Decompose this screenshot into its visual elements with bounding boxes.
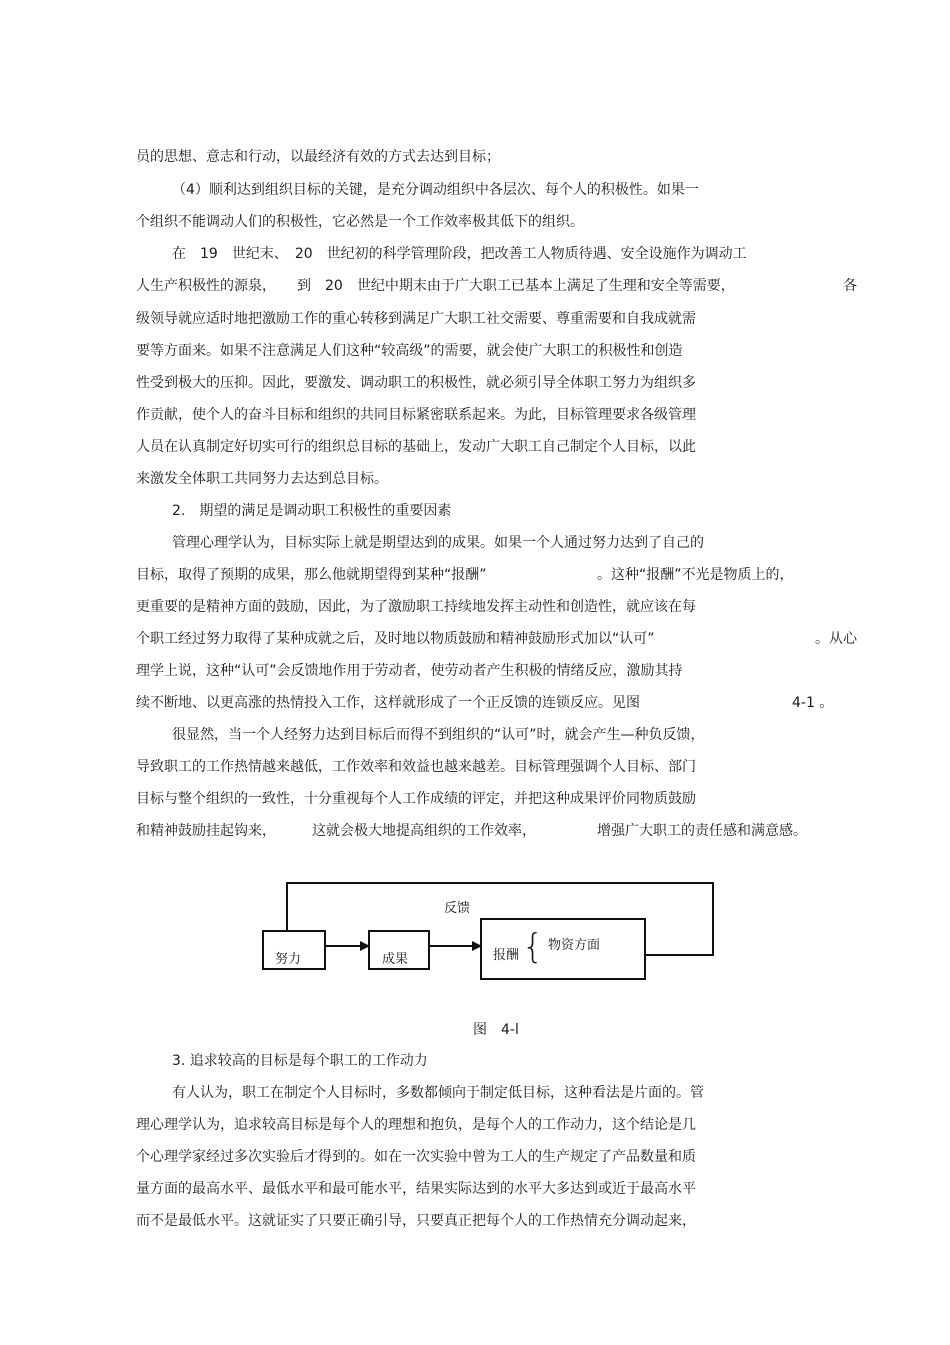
text-line-21-a: 和精神鼓励挂起钩来， — [136, 823, 276, 839]
text-line-20: 目标与整个组织的一致性，十分重视每个人工作成绩的评定，并把这种成果评价同物质鼓励 — [136, 791, 696, 807]
text-line-21-b: 这就会极大地提高组织的工作效率， — [312, 823, 536, 839]
text-line-22: 有人认为，职工在制定个人目标时，多数都倾向于制定低目标，这种看法是片面的。管 — [172, 1085, 704, 1101]
text-line-26: 而不是最低水平。这就证实了只要正确引导，只要真正把每个人的工作热情充分调动起来， — [136, 1213, 696, 1229]
feedback-label: 反馈 — [444, 901, 471, 916]
text-line-1: 员的思想、意志和行动，以最经济有效的方式去达到目标； — [136, 149, 500, 165]
text-line-4: 在 19 世纪末、 20 世纪初的科学管理阶段，把改善工人物质待遇、安全设施作为调动工 — [172, 246, 747, 262]
text-line-19: 导致职工的工作热情越来越低，工作效率和效益也越来越差。目标管理强调个人目标、部门 — [136, 759, 696, 775]
text-line-18: 很显然，当一个人经努力达到目标后而得不到组织的“认可”时，就会产生—种负反馈， — [172, 727, 705, 743]
text-line-5-tail: 各 — [843, 278, 857, 294]
effort-label: 努力 — [275, 952, 302, 967]
text-line-10: 人员在认真制定好切实可行的组织总目标的基础上，发动广大职工自己制定个人目标，以此 — [136, 439, 696, 455]
reward-label: 报酬 — [493, 948, 520, 963]
text-line-17-tail: 4-1 。 — [792, 695, 834, 711]
result-label: 成果 — [382, 952, 409, 967]
text-line-17: 续不断地、以更高涨的热情投入工作，这样就形成了一个正反馈的连锁反应。见图 — [136, 695, 640, 711]
section-heading-3: 3. 追求较高的目标是每个职工的工作动力 — [172, 1053, 428, 1069]
text-line-13: 目标，取得了预期的成果，那么他就期望得到某种“报酬” — [136, 567, 487, 583]
text-line-7: 要等方面来。如果不注意满足人们这种“较高级”的需要，就会使广大职工的积极性和创造 — [136, 343, 683, 359]
text-line-8: 性受到极大的压抑。因此，要激发、调动职工的积极性，就必须引导全体职工努力为组织多 — [136, 375, 696, 391]
text-line-15-tail: 。从心 — [815, 631, 857, 647]
figure-caption: 图 4-l — [473, 1022, 519, 1038]
text-line-13-tail: 。这种“报酬”不光是物质上的， — [597, 567, 794, 583]
text-line-25: 量方面的最高水平、最低水平和最可能水平，结果实际达到的水平大多达到或近于最高水平 — [136, 1181, 696, 1197]
text-line-6: 级领导就应适时地把激励工作的重心转移到满足广大职工社交需要、尊重需要和自我成就需 — [136, 311, 696, 327]
material-label: 物资方面 — [548, 938, 601, 953]
text-line-12: 管理心理学认为，目标实际上就是期望达到的成果。如果一个人通过努力达到了自己的 — [172, 535, 704, 551]
text-line-23: 理心理学认为，追求较高目标是每个人的理想和抱负，是每个人的工作动力，这个结论是几 — [136, 1117, 696, 1133]
text-line-3: 个组织不能调动人们的积极性，它必然是一个工作效率极其低下的组织。 — [136, 214, 584, 230]
text-line-16: 理学上说，这种“认可”会反馈地作用于劳动者，使劳动者产生积极的情绪反应，激励其持 — [136, 663, 683, 679]
section-heading-2: 2. 期望的满足是调动职工积极性的重要因素 — [172, 503, 452, 519]
text-line-11: 来激发全体职工共同努力去达到总目标。 — [136, 471, 388, 487]
text-line-21-c: 增强广大职工的责任感和满意感。 — [597, 823, 807, 839]
text-line-2: （4）顺利达到组织目标的关键，是充分调动组织中各层次、每个人的积极性。如果一 — [172, 182, 699, 198]
text-line-14: 更重要的是精神方面的鼓励，因此，为了激励职工持续地发挥主动性和创造性，就应该在每 — [136, 599, 696, 615]
text-line-15: 个职工经过努力取得了某种成就之后，及时地以物质鼓励和精神鼓励形式加以“认可” — [136, 631, 655, 647]
text-line-24: 个心理学家经过多次实验后才得到的。如在一次实验中曾为工人的生产规定了产品数量和质 — [136, 1149, 696, 1165]
text-line-9: 作贡献，使个人的奋斗目标和组织的共同目标紧密联系起来。为此，目标管理要求各级管理 — [136, 407, 696, 423]
text-line-5: 人生产积极性的源泉， 到 20 世纪中期末由于广大职工已基本上满足了生理和安全等需要， — [136, 278, 735, 294]
brace-symbol: { — [522, 927, 544, 967]
